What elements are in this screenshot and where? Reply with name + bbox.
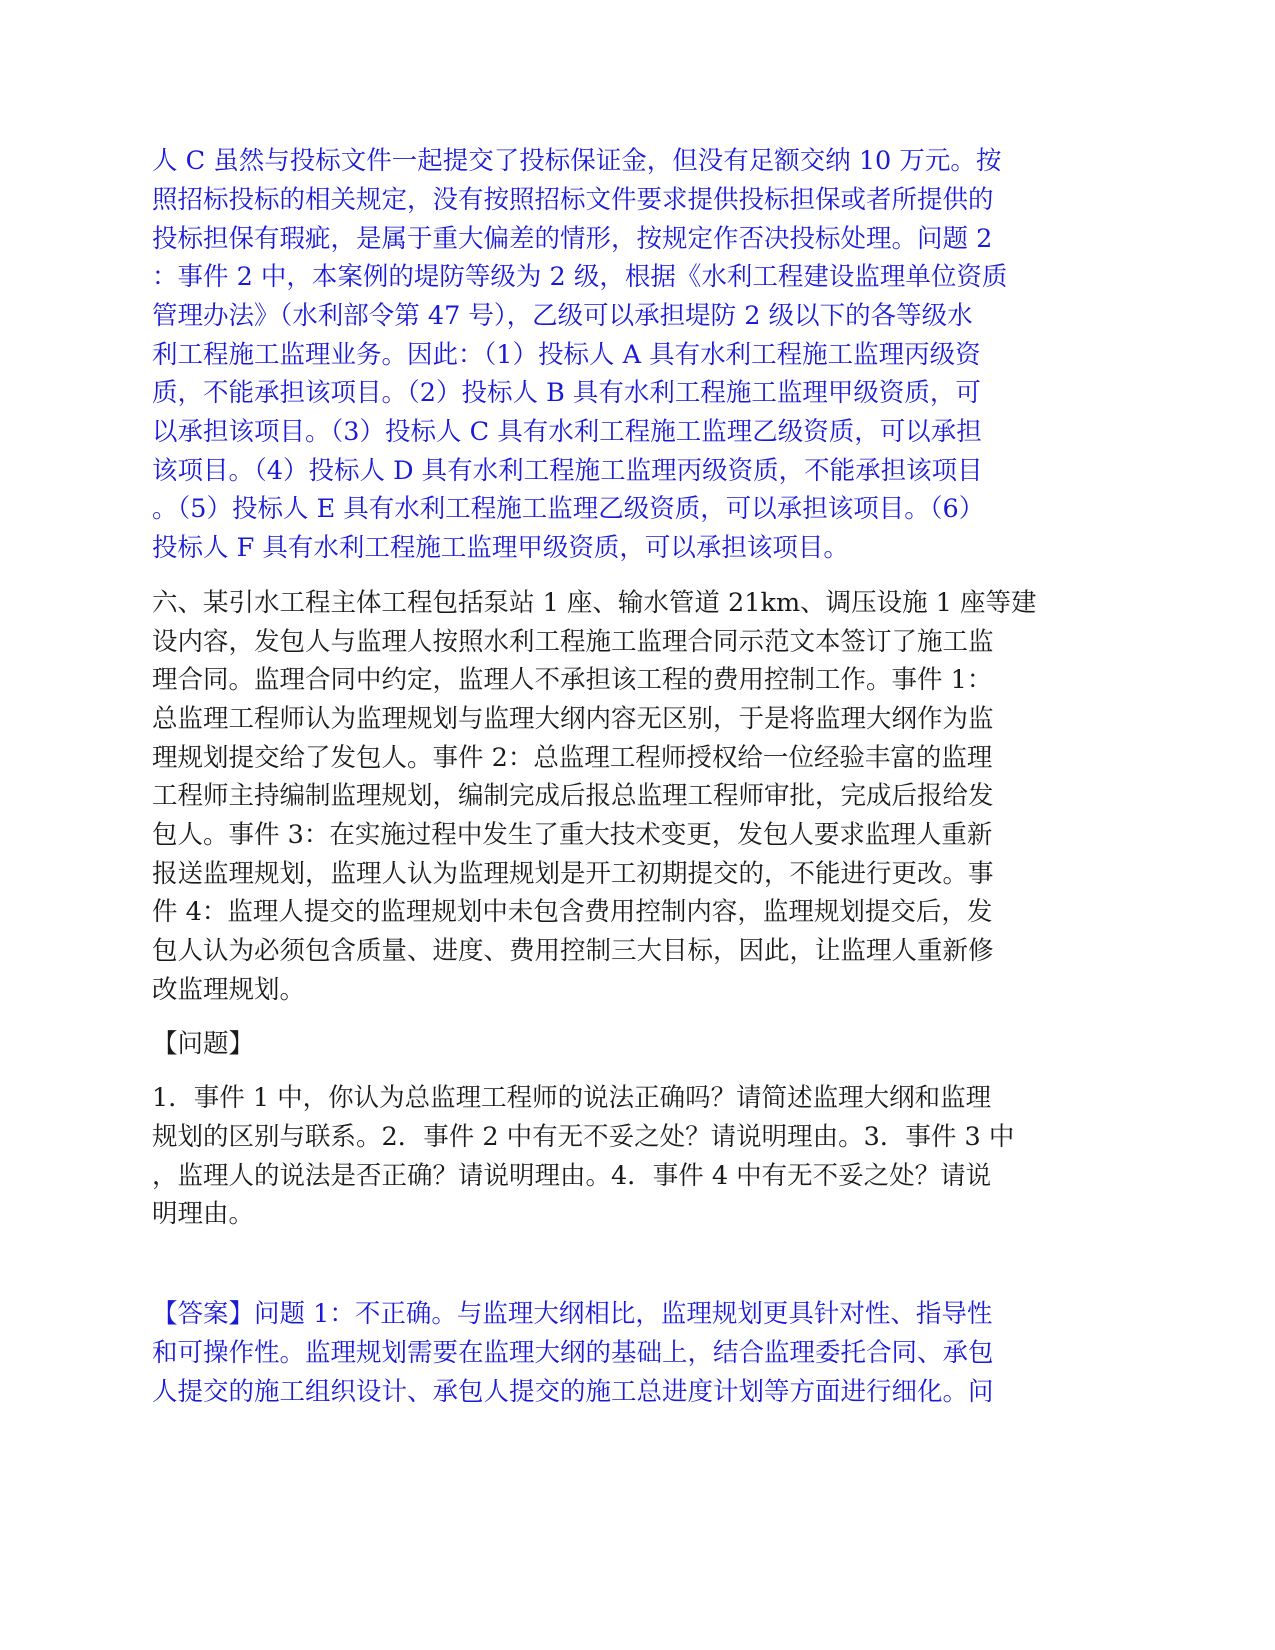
text-line: 改监理规划。 — [152, 975, 306, 1005]
text-line: 报送监理规划，监理人认为监理规划是开工初期提交的，不能进行更改。事 — [152, 859, 994, 889]
text-line: 【答案】问题 1：不正确。与监理大纲相比，监理规划更具针对性、指导性 — [152, 1299, 993, 1329]
text-line: 规划的区别与联系。2．事件 2 中有无不妥之处？请说明理由。3．事件 3 中 — [152, 1122, 1015, 1152]
text-line: 管理办法》（水利部令第 47 号），乙级可以承担堤防 2 级以下的各等级水 — [152, 301, 973, 331]
text-line: 投标人 F 具有水利工程施工监理甲级资质，可以承担该项目。 — [152, 533, 849, 563]
text-line: 理规划提交给了发包人。事件 2：总监理工程师授权给一位经验丰富的监理 — [152, 743, 993, 773]
text-line: 件 4：监理人提交的监理规划中未包含费用控制内容，监理规划提交后，发 — [152, 897, 993, 927]
text-line: 利工程施工监理业务。因此：（1）投标人 A 具有水利工程施工监理丙级资 — [152, 340, 981, 370]
text-line: ：事件 2 中，本案例的堤防等级为 2 级，根据《水利工程建设监理单位资质 — [152, 262, 1008, 292]
text-line: 。（5）投标人 E 具有水利工程施工监理乙级资质，可以承担该项目。（6） — [152, 494, 985, 524]
text-line: 人提交的施工组织设计、承包人提交的施工总进度计划等方面进行细化。问 — [152, 1377, 994, 1407]
text-line: 包人认为必须包含质量、进度、费用控制三大目标，因此，让监理人重新修 — [152, 936, 994, 966]
text-line: 质，不能承担该项目。（2）投标人 B 具有水利工程施工监理甲级资质，可 — [152, 378, 981, 408]
text-line: 理合同。监理合同中约定，监理人不承担该工程的费用控制工作。事件 1： — [152, 665, 993, 695]
text-line: 总监理工程师认为监理规划与监理大纲内容无区别，于是将监理大纲作为监 — [152, 704, 994, 734]
text-line: 和可操作性。监理规划需要在监理大纲的基础上，结合监理委托合同、承包 — [152, 1338, 994, 1368]
text-line: 投标担保有瑕疵，是属于重大偏差的情形，按规定作否决投标处理。问题 2 — [152, 224, 993, 254]
text-line: 六、某引水工程主体工程包括泵站 1 座、输水管道 21km、调压设施 1 座等建 — [152, 588, 1037, 618]
questions-heading: 【问题】 — [152, 1029, 255, 1059]
text-line: 以承担该项目。（3）投标人 C 具有水利工程施工监理乙级资质，可以承担 — [152, 417, 982, 447]
text-line: 设内容，发包人与监理人按照水利工程施工监理合同示范文本签订了施工监 — [152, 627, 994, 657]
text-line: ，监理人的说法是否正确？请说明理由。4．事件 4 中有无不妥之处？请说 — [152, 1161, 992, 1191]
text-line: 1．事件 1 中，你认为总监理工程师的说法正确吗？请简述监理大纲和监理 — [152, 1083, 992, 1113]
text-line: 人 C 虽然与投标文件一起提交了投标保证金，但没有足额交纳 10 万元。按 — [152, 146, 1002, 176]
text-line: 照招标投标的相关规定，没有按照招标文件要求提供投标担保或者所提供的 — [152, 185, 994, 215]
text-line: 明理由。 — [152, 1199, 255, 1229]
text-line: 该项目。（4）投标人 D 具有水利工程施工监理丙级资质，不能承担该项目 — [152, 456, 983, 486]
text-line: 工程师主持编制监理规划，编制完成后报总监理工程师审批，完成后报给发 — [152, 781, 994, 811]
text-line: 包人。事件 3：在实施过程中发生了重大技术变更，发包人要求监理人重新 — [152, 820, 993, 850]
